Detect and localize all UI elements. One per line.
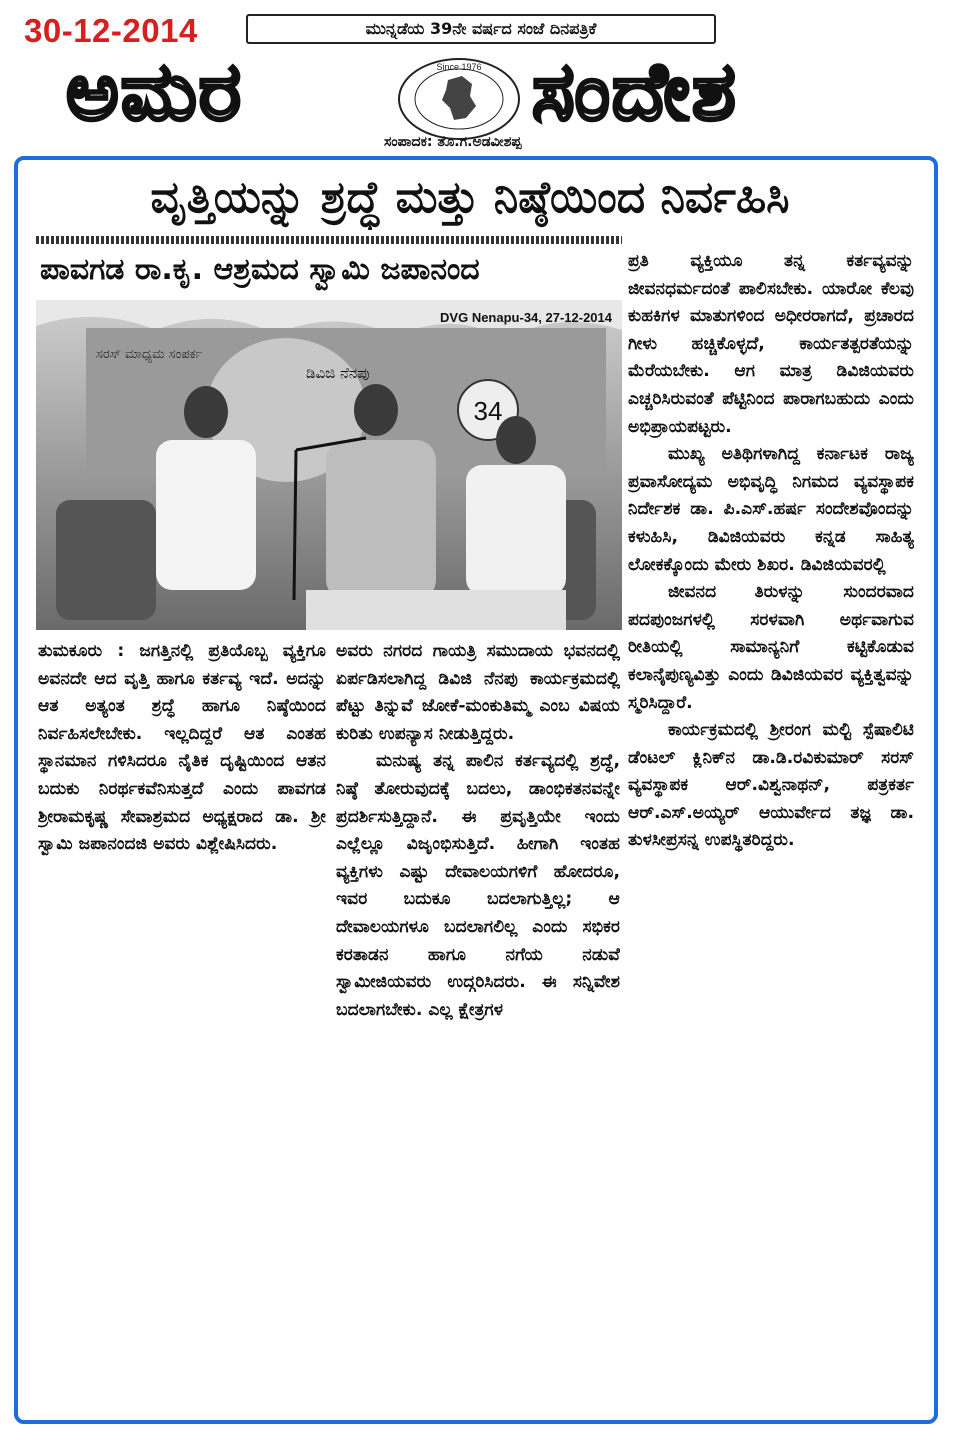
article-column-3: [628, 248, 914, 1408]
photo-caption: DVG Nenapu-34, 27-12-2014: [440, 310, 612, 325]
photo-banner-number: 34: [473, 396, 503, 426]
emblem-since-text: Since 1976: [436, 62, 482, 72]
event-photo-image: [36, 300, 622, 630]
paragraph: ಮುಖ್ಯ ಅತಿಥಿಗಳಾಗಿದ್ದ ಕರ್ನಾಟಕ ರಾಜ್ಯ ಪ್ರವಾಸೋದ್ಯಮ ಅಭಿವೃದ್ಧಿ ನಿಗಮದ ವ್ಯವಸ್ಥಾಪಕ ನಿರ್ದೇಶಕ ಡಾ. ಪಿ.ಎಸ್.ಹರ್ಷ ಸಂದೇಶವೊಂದನ್ನು ಕಳುಹಿಸಿ, ಡಿವಿಜಿಯವರು ಕನ್ನಡ ಸಾಹಿತ್ಯ ಲೋಕಕ್ಕೊಂದು ಮೇರು ಶಿಖರ. ಡಿವಿಜಿಯವರಲ್ಲಿ: [628, 444, 914, 575]
masthead-title-right: ಸಂದೇಶ: [532, 45, 738, 138]
article-subheading: ಪಾವಗಡ ರಾ.ಕೃ. ಆಶ್ರಮದ ಸ್ವಾಮಿ ಜಪಾನಂದ: [40, 252, 480, 287]
photo-banner-title-text: ಡಿವಿಜಿ ನೆನಪು: [306, 364, 370, 382]
issue-date: 30-12-2014: [24, 12, 198, 49]
article-headline: ವೃತ್ತಿಯನ್ನು ಶ್ರದ್ಧೆ ಮತ್ತು ನಿಷ್ಠೆಯಿಂದ ನಿರ್ವಹಿಸಿ: [150, 172, 790, 223]
headline-divider: [36, 236, 622, 244]
event-photo: [36, 300, 622, 630]
paragraph: ಅವರು ನಗರದ ಗಾಯತ್ರಿ ಸಮುದಾಯ ಭವನದಲ್ಲಿ ಏರ್ಪಡಿಸಲಾಗಿದ್ದ ಡಿವಿಜಿ ನೆನಪು ಕಾರ್ಯಕ್ರಮದಲ್ಲಿ ಪೆಟ್ಟು ತಿನ್ನುವೆ ಜೋಕೆ-ಮಂಕುತಿಮ್ಮ ಎಂಬ ವಿಷಯ ಕುರಿತು ಉಪನ್ಯಾಸ ನೀಡುತ್ತಿದ್ದರು.: [336, 641, 620, 744]
paragraph: ಜೀವನದ ತಿರುಳನ್ನು ಸುಂದರವಾದ ಪದಪುಂಜಗಳಲ್ಲಿ ಸರಳವಾಗಿ ಅರ್ಥವಾಗುವ ರೀತಿಯಲ್ಲಿ ಸಾಮಾನ್ಯನಿಗೆ ಕಟ್ಟಿಕೊಡುವ ಕಲಾನೈಪುಣ್ಯವಿತ್ತು ಎಂದು ಡಿವಿಜಿಯವರ ವ್ಯಕ್ತಿತ್ವವನ್ನು ಸ್ಮರಿಸಿದ್ದಾರೆ.: [628, 582, 914, 713]
newspaper-emblem-icon: [396, 56, 522, 142]
paragraph: ಮನುಷ್ಯ ತನ್ನ ಪಾಲಿನ ಕರ್ತವ್ಯದಲ್ಲಿ ಶ್ರದ್ಧೆ, ನಿಷ್ಠೆ ತೋರುವುದಕ್ಕೆ ಬದಲು, ಡಾಂಭಿಕತನವನ್ನೇ ಪ್ರದರ್ಶಿಸುತ್ತಿದ್ದಾನೆ. ಈ ಪ್ರವೃತ್ತಿಯೇ ಇಂದು ಎಲ್ಲೆಲ್ಲೂ ವಿಜೃಂಭಿಸುತ್ತಿದೆ. ಹೀಗಾಗಿ ಇಂತಹ ವ್ಯಕ್ತಿಗಳು ಎಷ್ಟು ದೇವಾಲಯಗಳಿಗೆ ಹೋದರೂ, ಇವರ ಬದುಕೂ ಬದಲಾಗುತ್ತಿಲ್ಲ; ಆ ದೇವಾಲಯಗಳೂ ಬದಲಾಗಲಿಲ್ಲ ಎಂದು ಸಭಿಕರ ಕರತಾಡನ ಹಾಗೂ ನಗೆಯ ನಡುವೆ ಸ್ವಾಮೀಜಿಯವರು ಉದ್ಗರಿಸಿದರು. ಈ ಸನ್ನಿವೇಶ ಬದಲಾಗಬೇಕು. ಎಲ್ಲ ಕ್ಷೇತ್ರಗಳ: [336, 751, 620, 1020]
paragraph: ತುಮಕೂರು : ಜಗತ್ತಿನಲ್ಲಿ ಪ್ರತಿಯೊಬ್ಬ ವ್ಯಕ್ತಿಗೂ ಅವನದೇ ಆದ ವೃತ್ತಿ ಹಾಗೂ ಕರ್ತವ್ಯ ಇದೆ. ಅದನ್ನು ಆತ ಅತ್ಯಂತ ಶ್ರದ್ಧೆ ಹಾಗೂ ನಿಷ್ಠೆಯಿಂದ ನಿರ್ವಹಿಸಲೇಬೇಕು. ಇಲ್ಲದಿದ್ದರೆ ಆತ ಎಂತಹ ಸ್ಥಾನಮಾನ ಗಳಿಸಿದರೂ ನೈತಿಕ ದೃಷ್ಟಿಯಿಂದ ಆತನ ಬದುಕು ನಿರರ್ಥಕವೆನಿಸುತ್ತದೆ ಎಂದು ಪಾವಗಡ ಶ್ರೀರಾಮಕೃಷ್ಣ ಸೇವಾಶ್ರಮದ ಅಧ್ಯಕ್ಷರಾದ ಡಾ. ಶ್ರೀ ಸ್ವಾಮಿ ಜಪಾನಂದಜಿ ಅವರು ವಿಶ್ಲೇಷಿಸಿದರು.: [38, 641, 326, 855]
editor-credit: ಸಂಪಾದಕ: ತೊ.ಗ.ಅಡವೀಶಪ್ಪ: [384, 134, 522, 150]
masthead-title-left: ಅಮರ: [66, 45, 244, 138]
photo-banner-left-text: ಸರಸ್ ಮಾಧ್ಯಮ ಸಂಪರ್ಕ: [96, 347, 203, 362]
masthead-tagline: ಮುನ್ನಡೆಯ 39ನೇ ವರ್ಷದ ಸಂಜೆ ದಿನಪತ್ರಿಕೆ: [246, 14, 716, 44]
paragraph: ಪ್ರತಿ ವ್ಯಕ್ತಿಯೂ ತನ್ನ ಕರ್ತವ್ಯವನ್ನು ಜೀವನಧರ್ಮದಂತೆ ಪಾಲಿಸಬೇಕು. ಯಾರೋ ಕೆಲವು ಕುಹಕಿಗಳ ಮಾತುಗಳಿಂದ ಅಧೀರರಾಗದೆ, ಪ್ರಚಾರದ ಗೀಳು ಹಚ್ಚಿಕೊಳ್ಳದೆ, ಕಾರ್ಯತತ್ಪರತೆಯನ್ನು ಮೆರೆಯಬೇಕು. ಆಗ ಮಾತ್ರ ಡಿವಿಜಿಯವರು ಎಚ್ಚರಿಸಿರುವಂತೆ ಪೆಟ್ಟಿನಿಂದ ಪಾರಾಗಬಹುದು ಎಂದು ಅಭಿಪ್ರಾಯಪಟ್ಟರು.: [628, 251, 914, 437]
article-column-1: [38, 638, 326, 1108]
article-column-2: [336, 638, 620, 1398]
paragraph: ಕಾರ್ಯಕ್ರಮದಲ್ಲಿ ಶ್ರೀರಂಗ ಮಲ್ಟಿ ಸ್ಪೆಷಾಲಿಟಿ ಡೆಂಟಲ್ ಕ್ಲಿನಿಕ್‌ನ ಡಾ.ಡಿ.ರವಿಕುಮಾರ್ ಸರಸ್ ವ್ಯವಸ್ಥಾಪಕ ಆರ್.ವಿಶ್ವನಾಥನ್, ಪತ್ರಕರ್ತ ಆರ್.ಎಸ್.ಅಯ್ಯರ್ ಆಯುರ್ವೇದ ತಜ್ಞ ಡಾ. ತುಳಸೀಪ್ರಸನ್ನ ಉಪಸ್ಥಿತರಿದ್ದರು.: [628, 720, 914, 851]
